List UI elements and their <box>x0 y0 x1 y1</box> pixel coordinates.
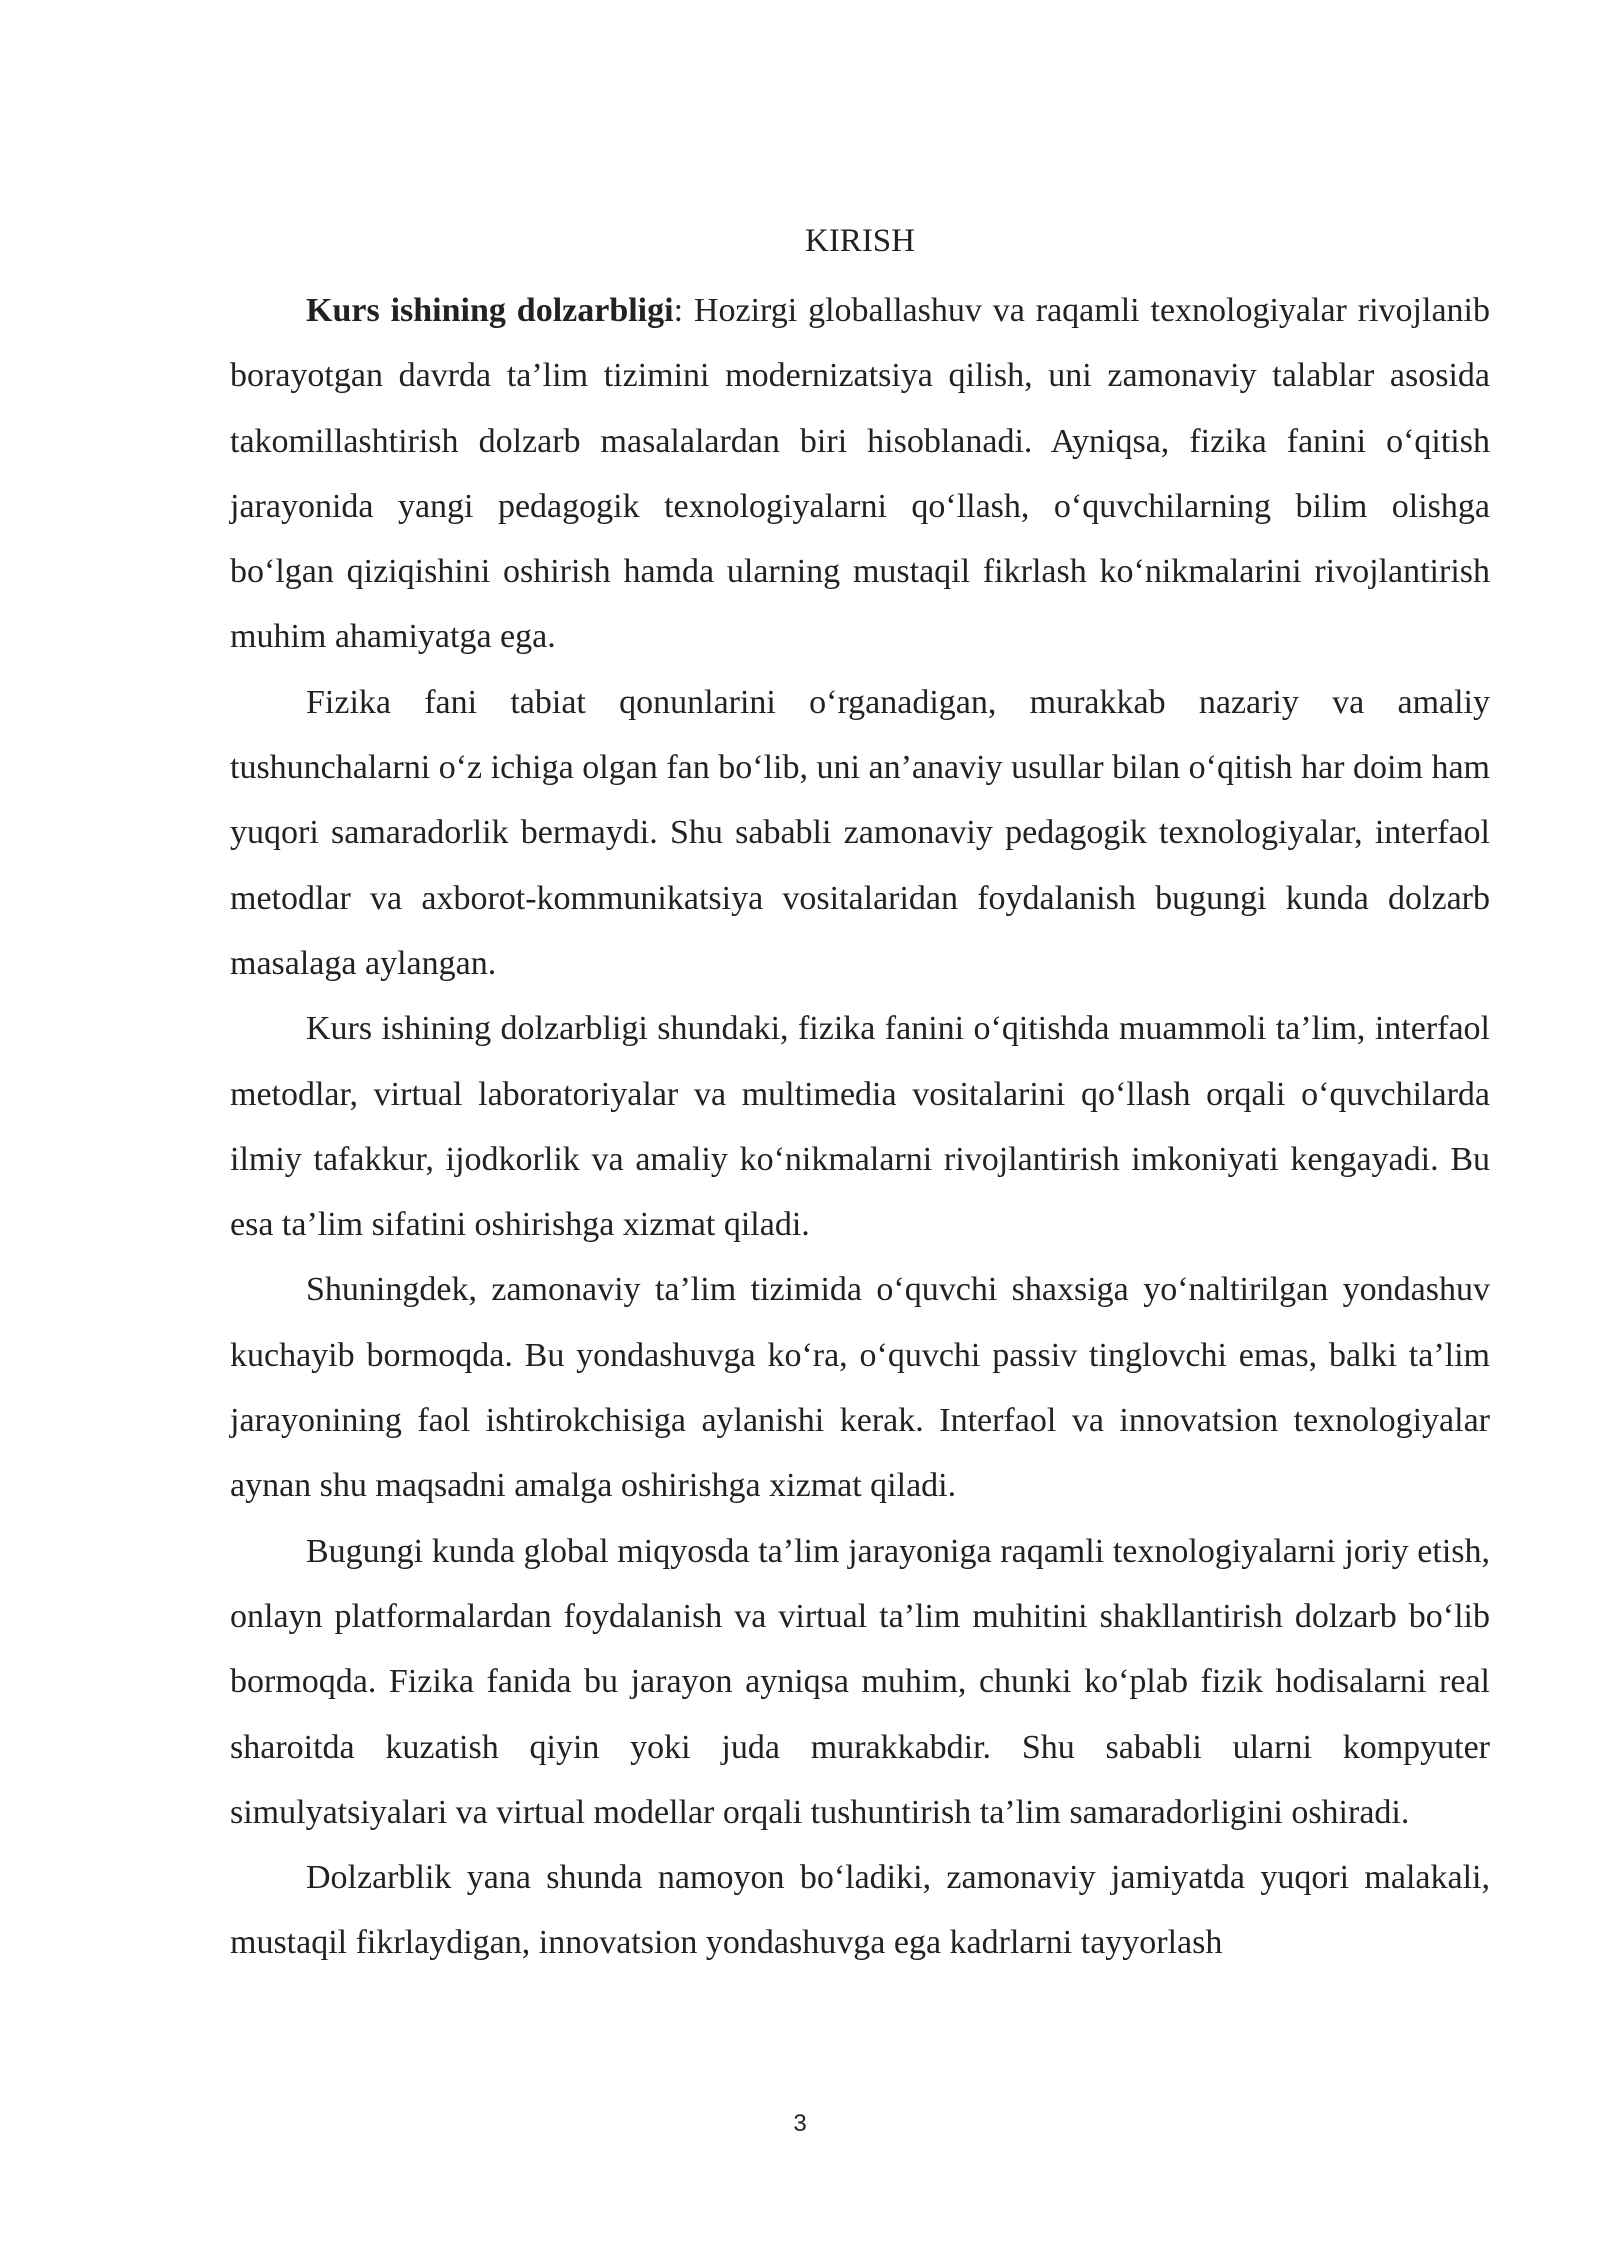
paragraph-1 <box>230 278 1490 670</box>
paragraph-text: : Hozirgi globallashuv va raqamli texnologiyalar rivojlanib borayotgan davrda ta’lim tizimini modernizatsiya qilish, uni zamonaviy talablar asosida takomillashtirish dolzarb masalalardan biri hisoblanadi. Ayniqsa, fizika fanini o‘qitish jarayonida yangi pedagogik texnologiyalarni qo‘llash, o‘quvchilarning bilim olishga bo‘lgan qiziqishini oshirish hamda ularning mustaqil fikrlash ko‘nikmalarini rivojlantirish muhim ahamiyatga ega. <box>230 292 1490 656</box>
section-heading: KIRISH <box>804 223 915 259</box>
page-number: 3 <box>793 2110 807 2137</box>
page-content <box>230 214 1490 1976</box>
paragraph-lead: Kurs ishining dolzarbligi <box>306 292 674 329</box>
paragraph-5: Bugungi kunda global miqyosda ta’lim jarayoniga raqamli texnologiyalarni joriy etish, onlayn platformalardan foydalanish va virtual ta’lim muhitini shakllantirish dolzarb bo‘lib bormoqda. Fizika fanida bu jarayon ayniqsa muhim, chunki ko‘plab fizik hodisalarni real sharoitda kuzatish qiyin yoki juda murakkabdir. Shu sababli ularni kompyuter simulyatsiyalari va virtual modellar orqali tushuntirish ta’lim samaradorligini oshiradi. <box>230 1532 1490 1831</box>
paragraph-4: Shuningdek, zamonaviy ta’lim tizimida o‘quvchi shaxsiga yo‘naltirilgan yondashuv kuchayib bormoqda. Bu yondashuvga ko‘ra, o‘quvchi passiv tinglovchi emas, balki ta’lim jarayonining faol ishtirokchisiga aylanishi kerak. Interfaol va innovatsion texnologiyalar aynan shu maqsadni amalga oshirishga xizmat qiladi. <box>230 1271 1490 1505</box>
paragraph-2: Fizika fani tabiat qonunlarini o‘rganadigan, murakkab nazariy va amaliy tushunchalarni o‘z ichiga olgan fan bo‘lib, uni an’anaviy usullar bilan o‘qitish har doim ham yuqori samaradorlik bermaydi. Shu sababli zamonaviy pedagogik texnologiyalar, interfaol metodlar va axborot-kommunikatsiya vositalaridan foydalanish bugungi kunda dolzarb masalaga aylangan. <box>230 683 1490 982</box>
paragraph-3: Kurs ishining dolzarbligi shundaki, fizika fanini o‘qitishda muammoli ta’lim, interfaol metodlar, virtual laboratoriyalar va multimedia vositalarini qo‘llash orqali o‘quvchilarda ilmiy tafakkur, ijodkorlik va amaliy ko‘nikmalarni rivojlantirish imkoniyati kengayadi. Bu esa ta’lim sifatini oshirishga xizmat qiladi. <box>230 1010 1490 1244</box>
paragraph-6: Dolzarblik yana shunda namoyon bo‘ladiki, zamonaviy jamiyatda yuqori malakali, mustaqil fikrlaydigan, innovatsion yondashuvga ega kadrlarni tayyorlash <box>230 1859 1490 1962</box>
